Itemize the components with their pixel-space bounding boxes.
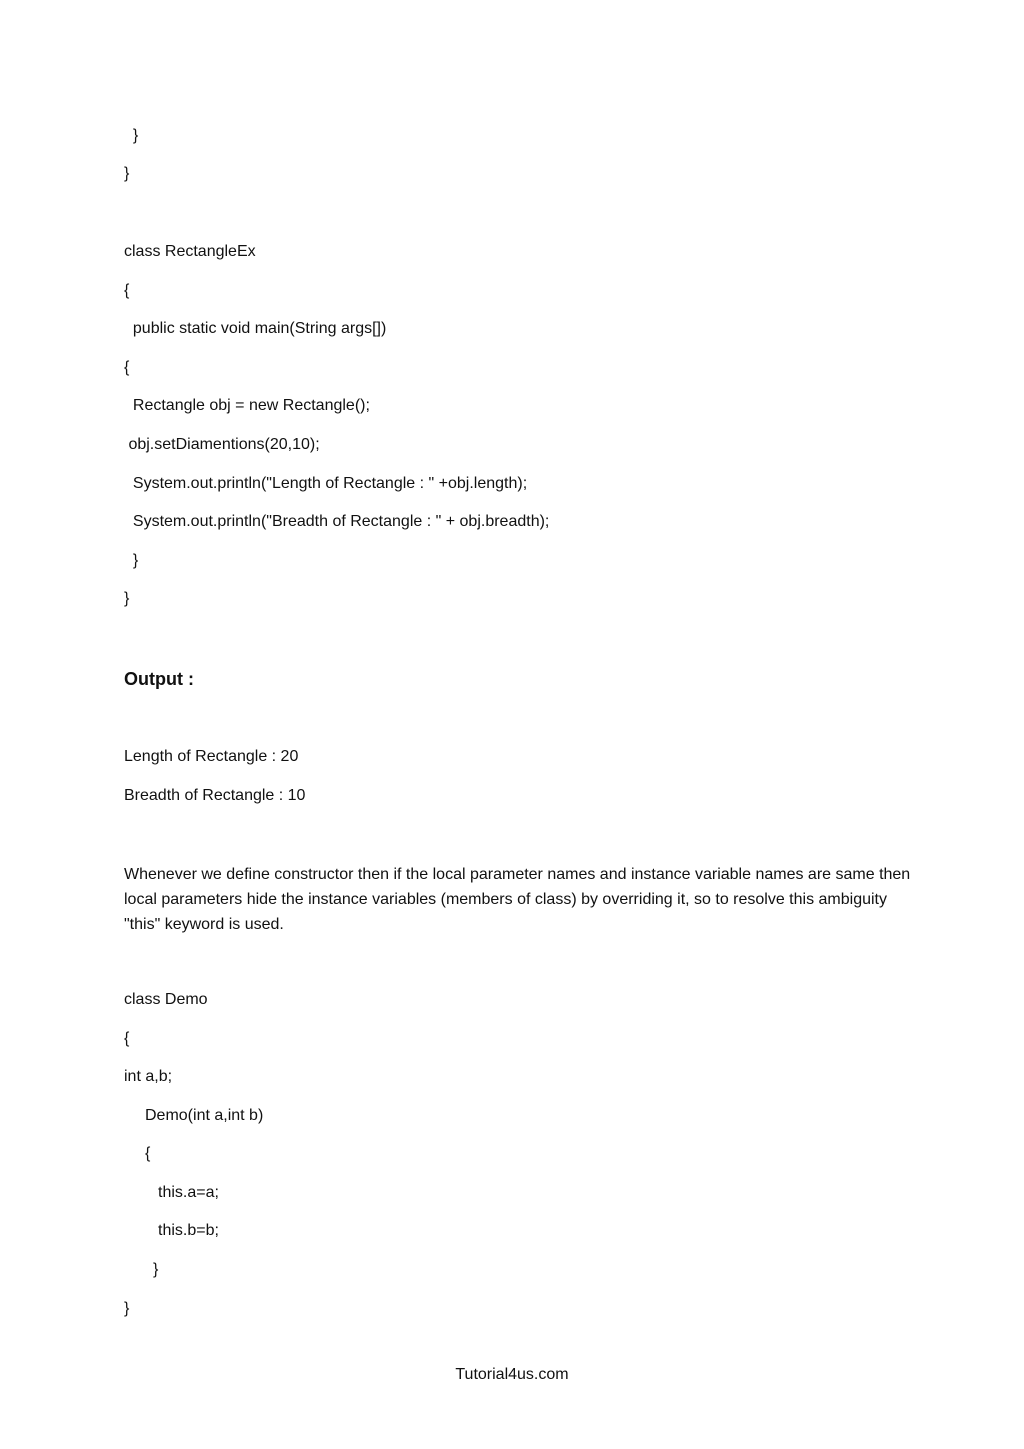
code-line: int a,b; <box>124 1068 173 1085</box>
code-line: this.a=a; <box>158 1184 219 1201</box>
code-line: Demo(int a,int b) <box>145 1107 264 1124</box>
footer-site-name: Tutorial4us.com <box>455 1366 569 1383</box>
code-line: } <box>124 590 130 607</box>
output-line: Breadth of Rectangle : 10 <box>124 787 306 804</box>
code-line: { <box>124 1030 130 1047</box>
code-line: Rectangle obj = new Rectangle(); <box>124 397 370 414</box>
code-line: } <box>124 165 130 182</box>
code-line: this.b=b; <box>158 1222 219 1239</box>
code-line: public static void main(String args[]) <box>124 320 387 337</box>
code-line: class RectangleEx <box>124 243 256 260</box>
code-line: } <box>124 1300 130 1317</box>
code-line: } <box>124 552 139 569</box>
code-line: } <box>124 127 139 144</box>
output-heading: Output : <box>124 669 194 689</box>
code-line: System.out.println("Length of Rectangle : " +obj.length); <box>124 475 528 492</box>
code-line: obj.setDiamentions(20,10); <box>124 436 320 453</box>
code-line: { <box>124 359 130 376</box>
code-line: } <box>153 1261 159 1278</box>
explanation-paragraph: Whenever we define constructor then if the local parameter names and instance variable names are same then local parameters hide the instance variables (members of class) by overriding it, so to resolve this ambiguity "this" keyword is used. <box>124 866 911 933</box>
code-line: { <box>145 1145 151 1162</box>
code-line: { <box>124 282 130 299</box>
code-line: System.out.println("Breadth of Rectangle : " + obj.breadth); <box>124 513 550 530</box>
output-line: Length of Rectangle : 20 <box>124 748 299 765</box>
code-line: class Demo <box>124 991 208 1008</box>
